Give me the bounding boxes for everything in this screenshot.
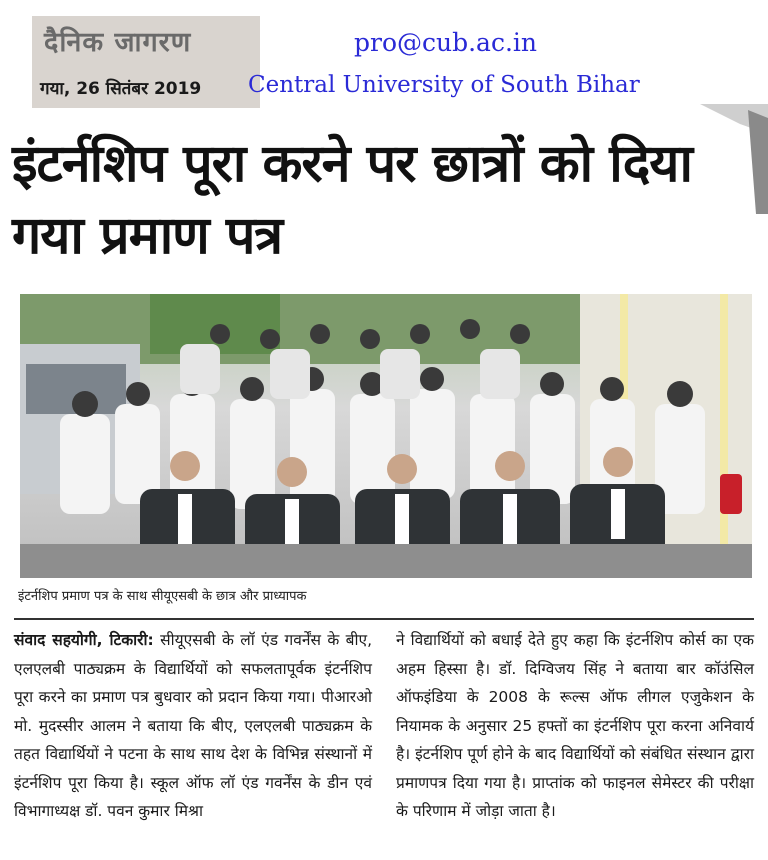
dateline: गया, 26 सितंबर 2019 bbox=[40, 79, 202, 99]
caption-divider bbox=[14, 618, 754, 620]
article-byline: संवाद सहयोगी, टिकारी: bbox=[14, 631, 154, 649]
article-column-left bbox=[14, 626, 372, 826]
newspaper-masthead bbox=[32, 16, 260, 108]
article-column-right bbox=[396, 626, 754, 826]
group-photo bbox=[20, 294, 752, 578]
university-name-overlay: Central University of South Bihar bbox=[248, 72, 640, 98]
pro-email-overlay: pro@cub.ac.in bbox=[354, 28, 538, 57]
photo-caption: इंटर्नशिप प्रमाण पत्र के साथ सीयूएसबी के छात्र और प्राध्यापक bbox=[18, 589, 307, 604]
article-body-right: ने विद्यार्थियों को बधाई देते हुए कहा कि इंटर्नशिप कोर्स का एक अहम हिस्सा है। डॉ. दिग्विजय सिंह ने बताया बार कॉउंसिल ऑफइंडिया के 2008 के रूल्स ऑफ लीगल एजुकेशन के नियामक के अनुसार 25 हफ्तों का इंटर्नशिप पूरा करना अनिवार्य है। इंटर्नशिप पूर्ण होने के बाद विद्यार्थियों को संबंधित संस्थान द्वारा प्रमाणपत्र दिया गया है। प्राप्तांक को फाइनल सेमेस्टर की परीक्षा के परिणाम में जोड़ा जाता है। bbox=[396, 631, 754, 820]
article-body-left: सीयूएसबी के लॉ एंड गवर्नेंस के बीए, एलएलबी पाठ्यक्रम के विद्यार्थियों को सफलतापूर्वक इंटर्नशिप पूरा करने का प्रमाण पत्र बुधवार को प्रदान किया गया। पीआरओ मो. मुदस्सीर आलम ने बताया कि बीए, एलएलबी पाठ्यक्रम के तहत विद्यार्थियों ने पटना के साथ साथ देश के विभिन्न संस्थानों में इंटर्नशिप पूरा किया है। स्कूल ऑफ लॉ एंड गवर्नेंस के डीन एवं विभागाध्यक्ष डॉ. पवन कुमार मिश्रा bbox=[14, 631, 373, 820]
newspaper-name: दैनिक जागरण bbox=[44, 27, 192, 58]
article-headline: इंटर्नशिप पूरा करने पर छात्रों को दिया गया प्रमाण पत्र bbox=[12, 134, 692, 266]
